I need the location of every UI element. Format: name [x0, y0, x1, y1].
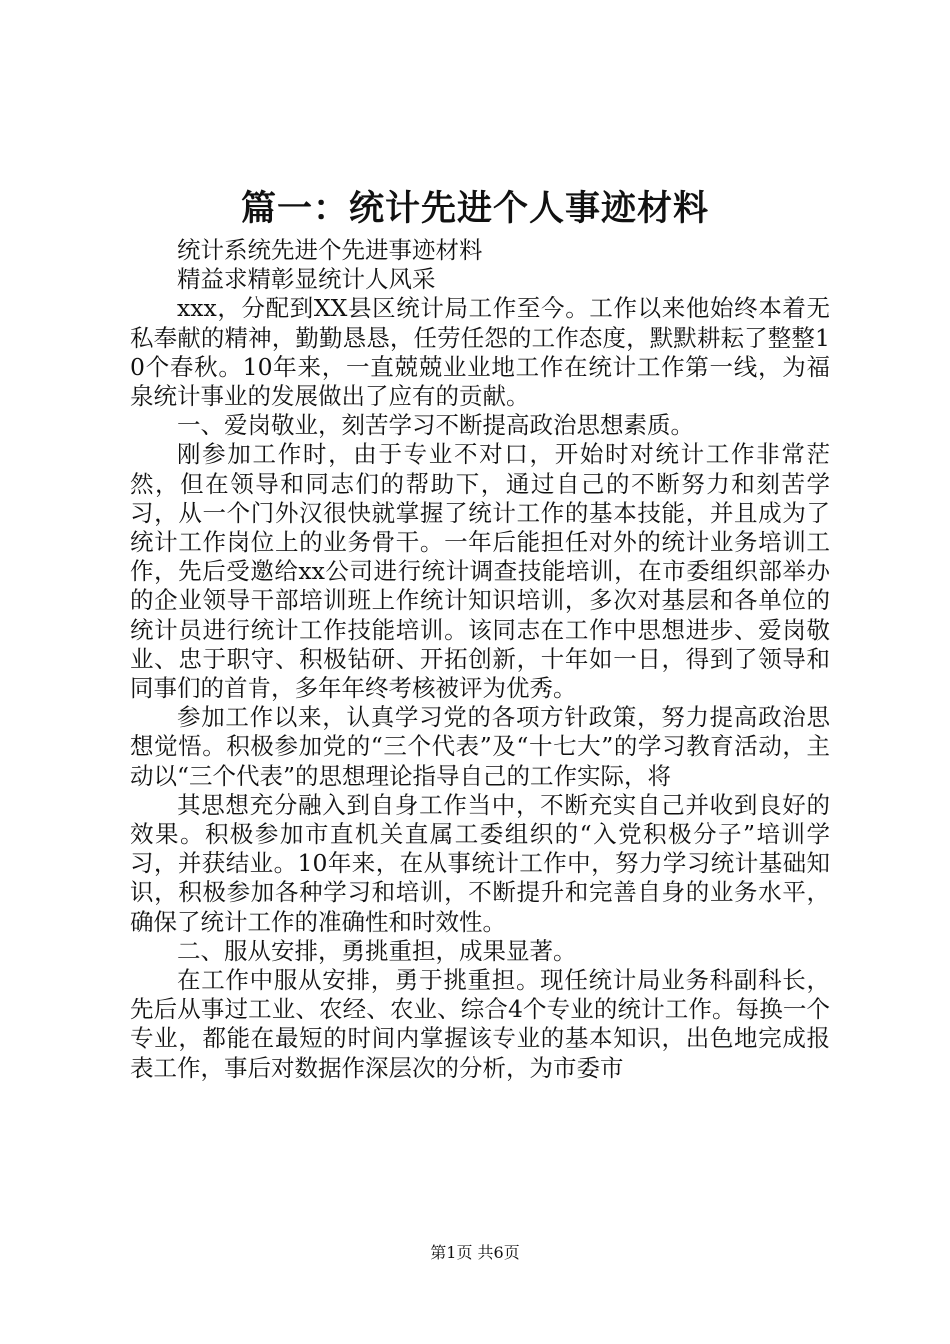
- paragraph: 刚参加工作时，由于专业不对口，开始时对统计工作非常茫然，但在领导和同志们的帮助下，通过自己的不断努力和刻苦学习，从一个门外汉很快就掌握了统计工作的基本技能，并且成为了统计工作岗位上的业务骨干。一年后能担任对外的统计业务培训工作，先后受邀给xx公司进行统计调查技能培训，在市委组织部举办的企业领导干部培训班上作统计知识培训，多次对基层和各单位的统计员进行统计工作技能培训。该同志在工作中思想进步、爱岗敬业、忠于职守、积极钻研、开拓创新，十年如一日，得到了领导和同事们的首肯，多年年终考核被评为优秀。: [130, 440, 830, 703]
- page-number-footer: 第1页 共6页: [430, 1243, 520, 1262]
- section-heading-2: 二、服从安排，勇挑重担，成果显著。: [177, 936, 577, 965]
- section-heading-1: 一、爱岗敬业，刻苦学习不断提高政治思想素质。: [177, 411, 694, 440]
- paragraph: 在工作中服从安排，勇于挑重担。现任统计局业务科副科长，先后从事过工业、农经、农业、综合4个专业的统计工作。每换一个专业，都能在最短的时间内掌握该专业的基本知识，出色地完成报表工作，事后对数据作深层次的分析，为市委市: [130, 966, 830, 1082]
- paragraph: 参加工作以来，认真学习党的各项方针政策，努力提高政治思想觉悟。积极参加党的“三个代表”及“十七大”的学习教育活动，主动以“三个代表”的思想理论指导自己的工作实际，将: [130, 703, 830, 790]
- paragraph-intro: xxx，分配到XX县区统计局工作至今。工作以来他始终本着无私奉献的精神，勤勤恳恳，任劳任怨的工作态度，默默耕耘了整整10个春秋。10年来，一直兢兢业业地工作在统计工作第一线，为福泉统计事业的发展做出了应有的贡献。: [130, 294, 830, 411]
- document-body: [130, 236, 830, 1083]
- paragraph: 其思想充分融入到自身工作当中，不断充实自己并收到良好的效果。积极参加市直机关直属工委组织的“入党积极分子”培训学习，并获结业。10年来，在从事统计工作中，努力学习统计基础知识，积极参加各种学习和培训，不断提升和完善自身的业务水平，确保了统计工作的准确性和时效性。: [130, 790, 830, 936]
- subtitle-line-1: 统计系统先进个先进事迹材料: [177, 236, 483, 264]
- document-title: 篇一：统计先进个人事迹材料: [240, 188, 709, 229]
- subtitle-line-2: 精益求精彰显统计人风采: [177, 265, 436, 294]
